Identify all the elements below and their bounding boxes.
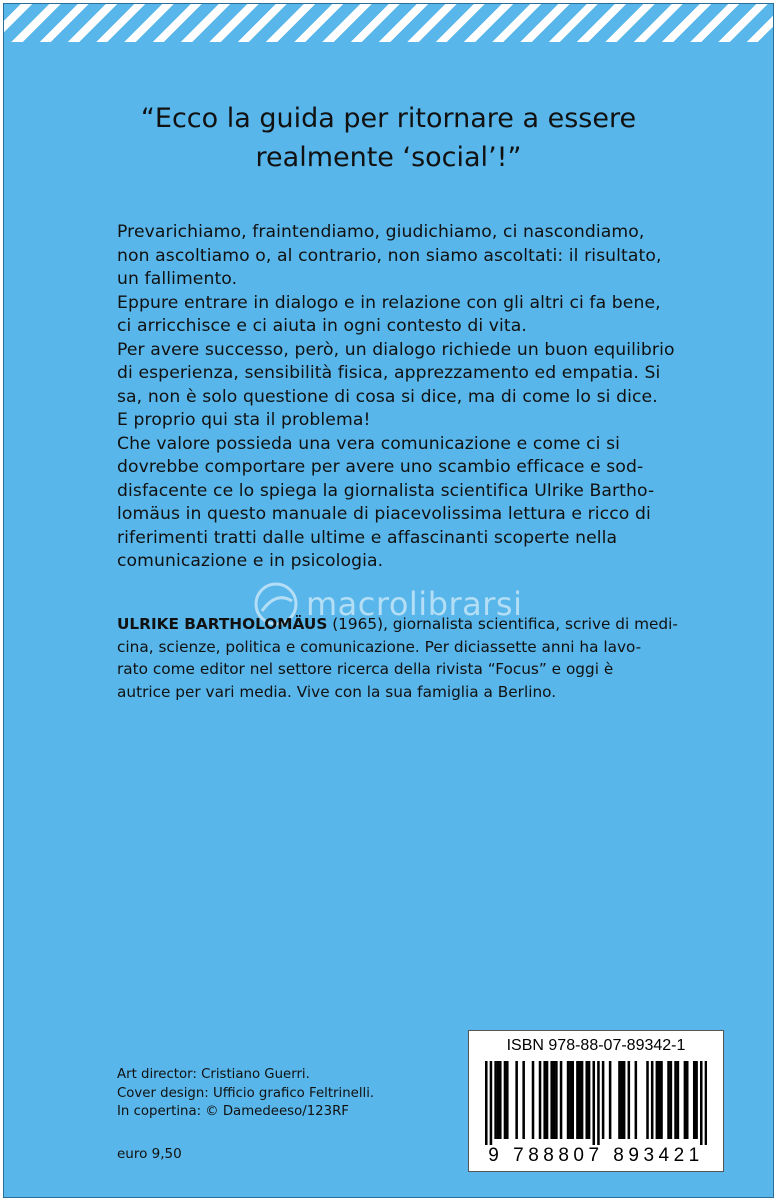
- barcode-bar: [504, 1061, 507, 1139]
- barcode-bar: [553, 1061, 556, 1139]
- paragraph: [117, 433, 697, 574]
- quote-line: “Ecco la guida per ritornare a essere: [140, 103, 637, 134]
- barcode-bar: [609, 1061, 612, 1139]
- barcode-bar: [585, 1061, 588, 1139]
- text-line: Per avere successo, però, un dialogo richiede un buon equilibrio: [117, 339, 675, 360]
- text-line: un fallimento.: [117, 269, 238, 289]
- text-line: di esperienza, sensibilità fisica, apprezzamento ed empatia. Si: [117, 363, 661, 383]
- barcode-bar: [684, 1061, 687, 1139]
- blurb: [117, 221, 697, 574]
- barcode-bar: [667, 1061, 670, 1139]
- text-line: sa, non è solo questione di cosa si dice, ma di come lo si dice.: [117, 386, 658, 407]
- price: euro 9,50: [117, 1146, 182, 1162]
- ean-text: 9 788807 893421: [488, 1145, 704, 1166]
- text-line: E proprio qui sta il problema!: [117, 410, 371, 430]
- text-line: comunicazione e in psicologia.: [117, 551, 384, 571]
- barcode-bar: [581, 1061, 584, 1139]
- barcode-bar: [515, 1061, 518, 1139]
- bio-line: (1965), giornalista scientifica, scrive di medi-: [327, 615, 678, 633]
- bio-line: rato come editor nel settore ricerca della rivista “Focus” e oggi è: [117, 660, 614, 679]
- paragraph: [117, 221, 697, 292]
- barcode-bar: [677, 1061, 680, 1139]
- barcode-bar: [597, 1061, 600, 1145]
- barcode-bar: [618, 1061, 621, 1139]
- barcode-bar: [695, 1061, 698, 1139]
- barcode-bar: [569, 1061, 572, 1139]
- credits: [117, 1066, 374, 1122]
- barcode-bar: [543, 1061, 546, 1139]
- barcode-bar: [660, 1061, 663, 1139]
- bio-line: cina, scienze, politica e comunicazione. Per diciassette anni ha lavo-: [117, 637, 642, 656]
- quote-line: realmente ‘social’!”: [255, 142, 522, 173]
- credit-line: Art director: Cristiano Guerri.: [117, 1067, 310, 1082]
- barcode-bar: [571, 1061, 574, 1139]
- credit-line: Cover design: Ufficio grafico Feltrinelli.: [117, 1085, 375, 1101]
- barcode-bar: [646, 1061, 649, 1139]
- barcode-bar: [635, 1061, 638, 1139]
- barcode-bar: [651, 1061, 654, 1139]
- watermark-text: macrolibrarsi: [306, 585, 523, 623]
- barcode-bar: [532, 1061, 535, 1139]
- text-line: non ascoltiamo o, al contrario, non siamo ascoltati: il risultato,: [117, 245, 662, 266]
- barcode-bar: [592, 1061, 595, 1145]
- barcode-bar: [628, 1061, 631, 1139]
- text-line: Prevarichiamo, fraintendiamo, giudichiamo, ci nascondiamo,: [117, 222, 645, 242]
- barcode-bars: [485, 1061, 707, 1145]
- author-bio: [117, 613, 697, 704]
- striped-top-border: [4, 4, 773, 42]
- paragraph: [117, 292, 697, 339]
- barcode-bar: [658, 1061, 661, 1139]
- barcode-bar: [555, 1061, 558, 1139]
- headline-quote: [4, 99, 773, 177]
- barcode-bar: [693, 1061, 696, 1139]
- barcode-bar: [567, 1061, 570, 1139]
- text-line: Eppure entrare in dialogo e in relazione con gli altri ci fa bene,: [117, 292, 661, 313]
- text-line: dovrebbe comportare per avere uno scambio efficace e sod-: [117, 457, 644, 477]
- barcode-bar: [674, 1061, 677, 1139]
- barcode-bar: [686, 1061, 689, 1139]
- barcode-bar: [506, 1061, 509, 1139]
- text-line: ci arricchisce e ci aiuta in ogni contesto di vita.: [117, 316, 527, 336]
- barcode-bar: [700, 1061, 703, 1145]
- paragraph: [117, 339, 697, 433]
- barcode-bar: [705, 1061, 707, 1145]
- barcode-bar: [522, 1061, 525, 1139]
- barcode-bar: [550, 1061, 553, 1139]
- barcode-bar: [576, 1061, 579, 1139]
- barcode-bar: [497, 1061, 500, 1139]
- barcode-bar: [656, 1061, 659, 1139]
- bio-line: autrice per vari media. Vive con la sua famiglia a Berlino.: [117, 683, 557, 702]
- barcode-bar: [621, 1061, 624, 1139]
- barcode-bar: [546, 1061, 549, 1139]
- barcode-bar: [490, 1061, 493, 1145]
- text-line: disfacente ce lo spiega la giornalista scientifica Ulrike Bartho-: [117, 480, 655, 501]
- isbn-text: ISBN 978-88-07-89342-1: [506, 1037, 686, 1054]
- barcode-bar: [539, 1061, 542, 1139]
- barcode-bar: [485, 1061, 488, 1145]
- barcode-bar: [499, 1061, 502, 1139]
- barcode-bar: [578, 1061, 581, 1139]
- back-cover: [3, 3, 774, 1198]
- text-line: riferimenti tratti dalle ultime e affascinanti scoperte nella: [117, 527, 618, 548]
- text-line: Che valore possieda una vera comunicazione e come ci si: [117, 433, 621, 454]
- author-name: ULRIKE BARTHOLOMÄUS: [117, 615, 328, 633]
- barcode-bar: [623, 1061, 626, 1139]
- text-line: lomäus in questo manuale di piacevolissima lettura e ricco di: [117, 504, 651, 524]
- barcode-bar: [602, 1061, 605, 1139]
- barcode-bar: [588, 1061, 591, 1139]
- barcode-bar: [670, 1061, 673, 1139]
- barcode: [468, 1030, 724, 1172]
- credit-line: In copertina: © Damedeeso/123RF: [117, 1104, 349, 1120]
- barcode-bar: [494, 1061, 497, 1139]
- barcode-bar: [560, 1061, 563, 1139]
